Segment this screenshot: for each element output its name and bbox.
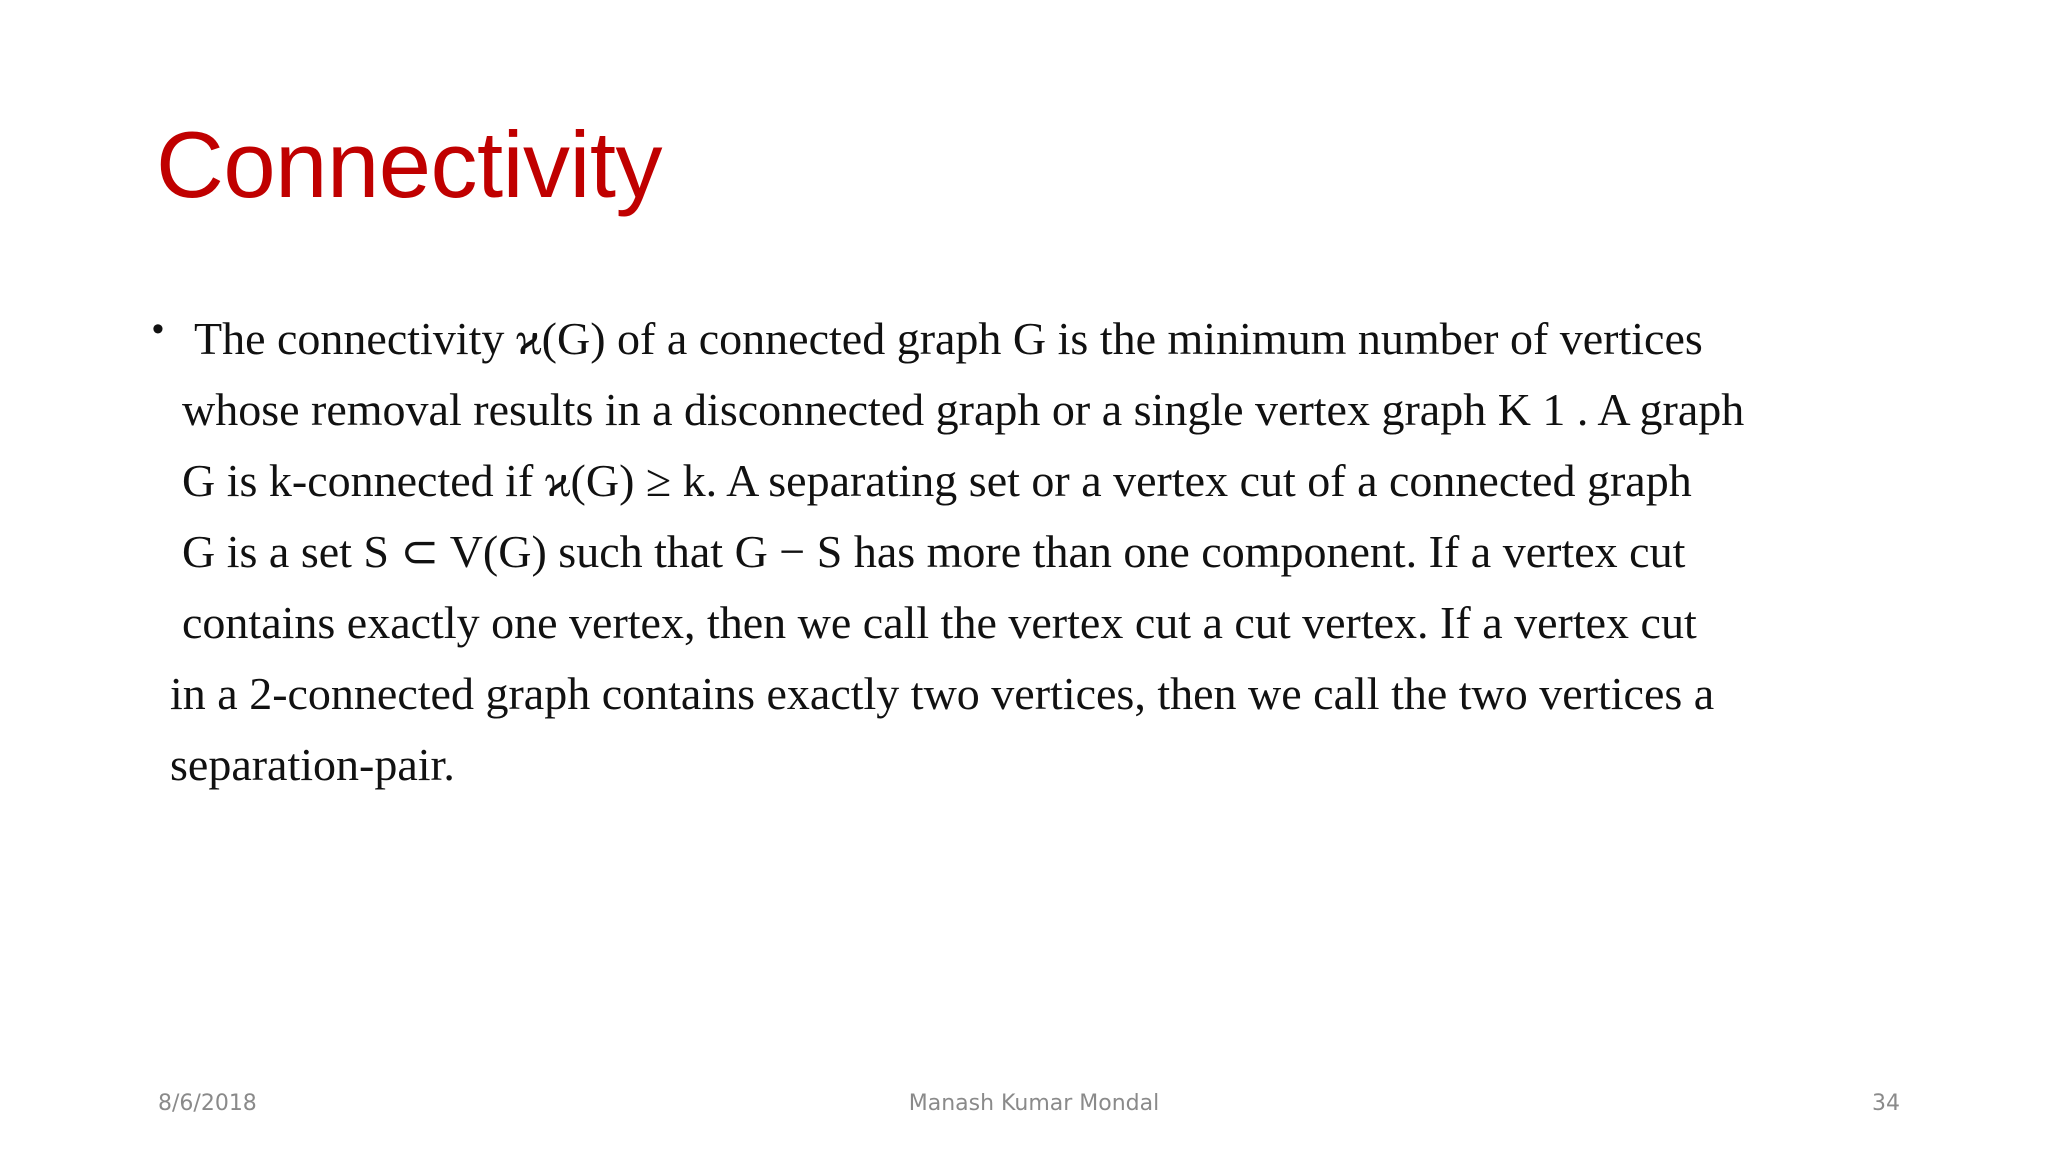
body-line-7: separation-pair. [170,739,455,790]
slide-title: Connectivity [156,112,662,217]
body-line-1: The connectivity ϰ(G) of a connected graph G is the minimum number of vertices [194,313,1703,364]
body-line-2: whose removal results in a disconnected graph or a single vertex graph K 1 . A graph [182,384,1745,435]
body-line-5: contains exactly one vertex, then we call the vertex cut a cut vertex. If a vertex cut [182,597,1697,648]
body-line-4: G is a set S ⊂ V(G) such that G − S has more than one component. If a vertex cut [182,526,1686,577]
footer-author: Manash Kumar Mondal [908,1091,1160,1116]
bullet-icon: • [152,310,164,348]
body-line-3: G is k-connected if ϰ(G) ≥ k. A separating set or a vertex cut of a connected graph [182,455,1692,506]
footer-date: 8/6/2018 [158,1091,257,1116]
body-line-6: in a 2-connected graph contains exactly two vertices, then we call the two vertices a [170,668,1715,719]
footer-page-number: 34 [1872,1091,1900,1116]
